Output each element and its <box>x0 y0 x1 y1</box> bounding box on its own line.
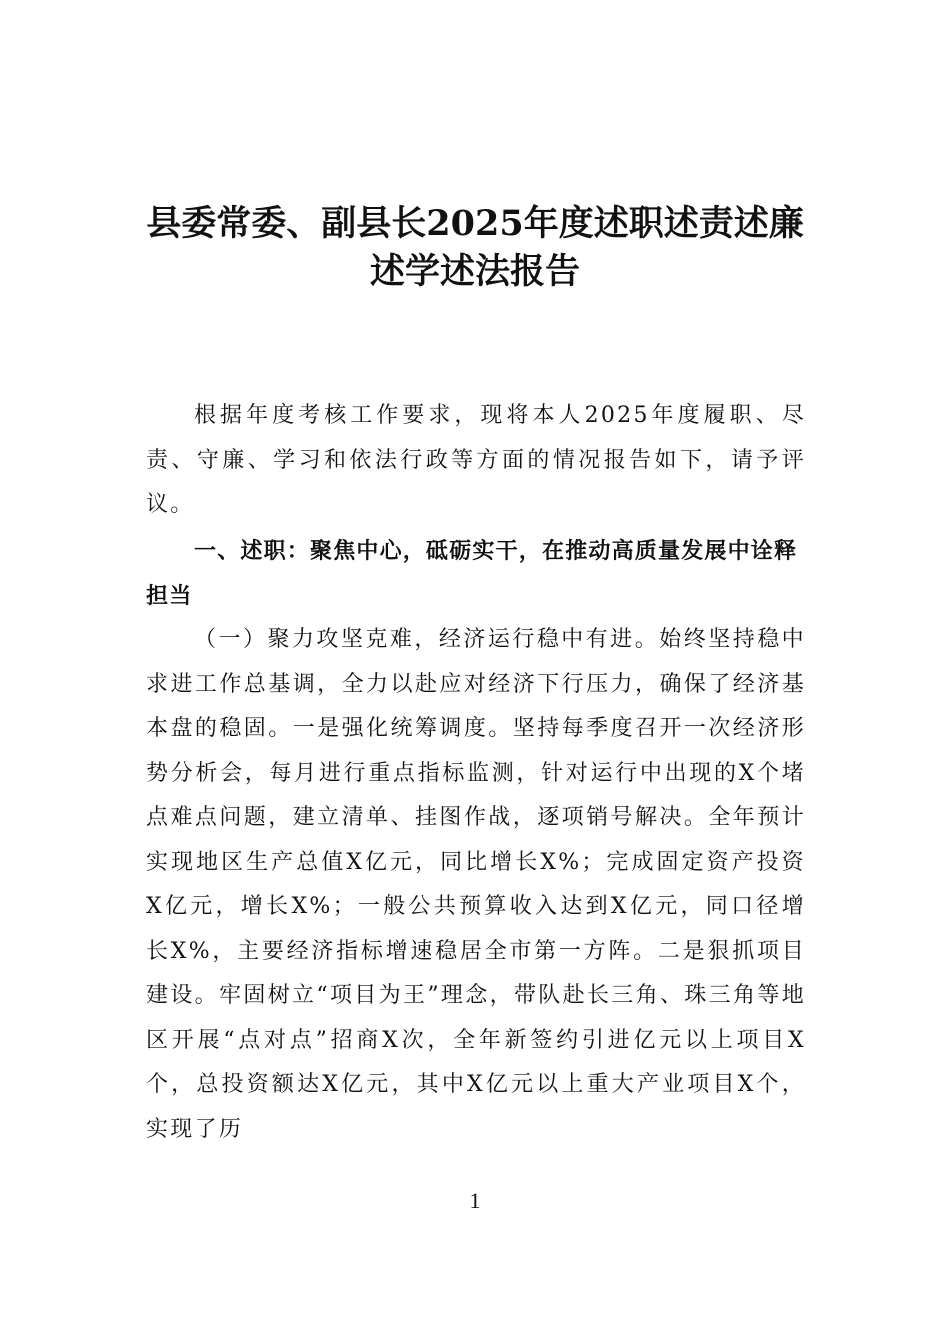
page-number: 1 <box>469 1188 481 1213</box>
document-title-line-1: 县委常委、副县长2025年度述职述责述廉 <box>146 203 804 244</box>
intro-paragraph: 根据年度考核工作要求，现将本人2025年度履职、尽责、守廉、学习和依法行政等方面的情况报告如下，请予评议。 <box>146 403 806 517</box>
document-title-line-2: 述学述法报告 <box>369 251 580 292</box>
section-heading-1: 一、述职：聚焦中心，砥砺实干，在推动高质量发展中诠释担当 <box>146 539 798 609</box>
section-1-paragraph: （一）聚力攻坚克难，经济运行稳中有进。始终坚持稳中求进工作总基调，全力以赴应对经济下行压力，确保了经济基本盘的稳固。一是强化统筹调度。坚持每季度召开一次经济形势分析会，每月进行重点指标监测，针对运行中出现的X个堵点难点问题，建立清单、挂图作战，逐项销号解决。全年预计实现地区生产总值X亿元，同比增长X%；完成固定资产投资X亿元，增长X%；一般公共预算收入达到X亿元，同口径增长X%，主要经济指标增速稳居全市第一方阵。二是狠抓项目建设。牢固树立“项目为王”理念，带队赴长三角、珠三角等地区开展“点对点”招商X次，全年新签约引进亿元以上项目X个，总投资额达X亿元，其中X亿元以上重大产业项目X个，实现了历 <box>146 627 806 1142</box>
